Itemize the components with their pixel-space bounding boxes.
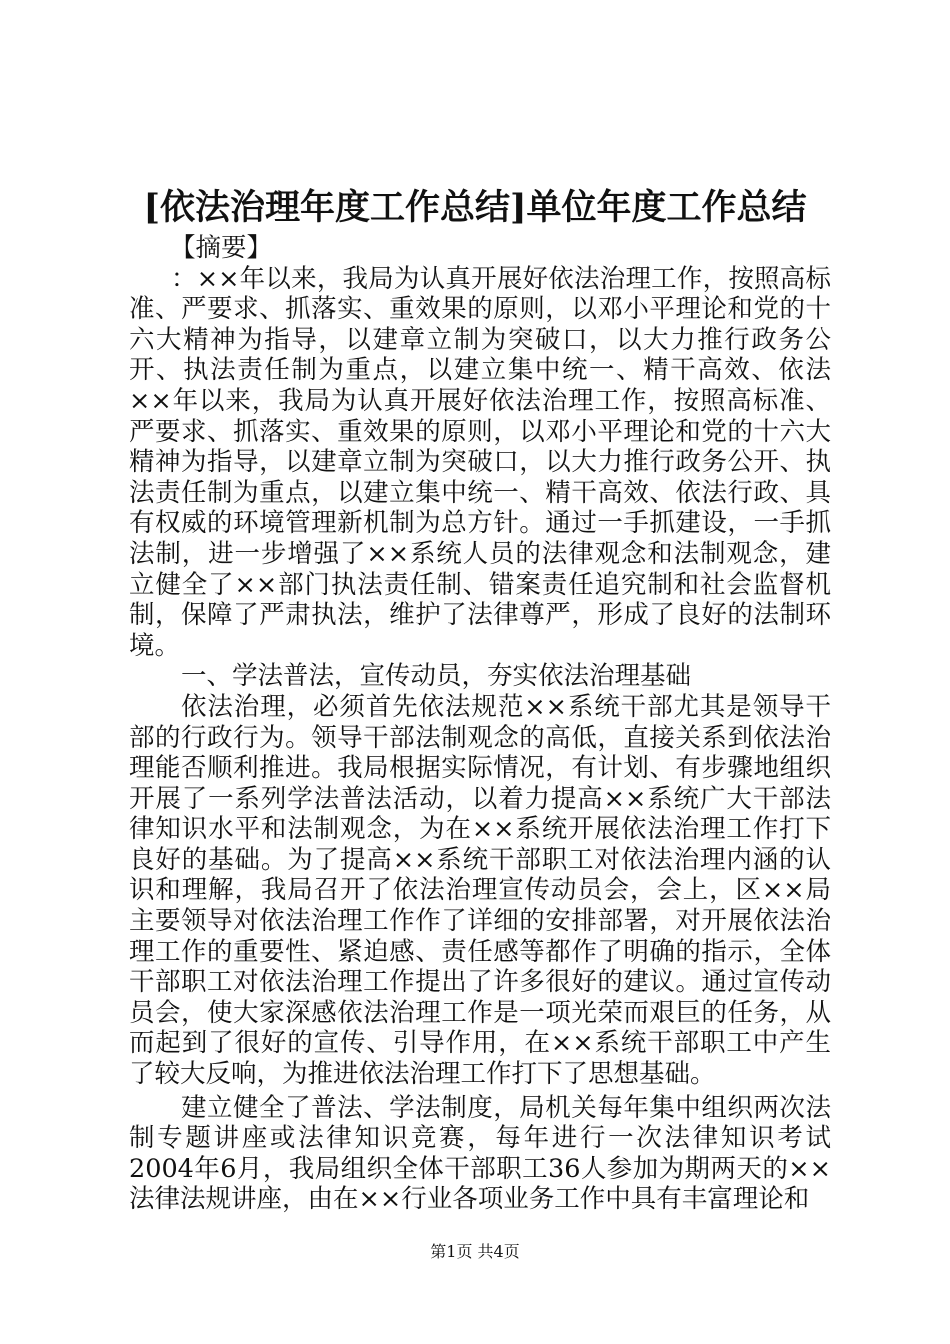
document-body xyxy=(129,233,831,1215)
abstract-label: 【摘要】 xyxy=(170,233,273,263)
section-heading: 一、学法普法，宣传动员，夯实依法治理基础 xyxy=(181,661,692,692)
abstract-paragraph: ：××年以来，我局为认真开展好依法治理工作，按照高标准、严要求、抓落实、重效果的原则，以邓小平理论和党的十六大精神为指导，以建章立制为突破口，以大力推行政务公开、执法责任制为重点，以建立集中统一、精干高效、依法××年以来，我局为认真开展好依法治理工作，按照高标准、严要求、抓落实、重效果的原则，以邓小平理论和党的十六大精神为指导，以建章立制为突破口，以大力推行政务公开、执法责任制为重点，以建立集中统一、精干高效、依法行政、具有权威的环境管理新机制为总方针。通过一手抓建设，一手抓法制，进一步增强了××系统人员的法律观念和法制观念，建立健全了××部门执法责任制、错案责任追究制和社会监督机制，保障了严肃执法，维护了法律尊严，形成了良好的法制环境。 xyxy=(129,263,831,661)
document-title: [依法治理年度工作总结]单位年度工作总结 xyxy=(143,187,807,228)
page-number: 第1页 共4页 xyxy=(430,1242,520,1261)
body-paragraph: 依法治理，必须首先依法规范××系统干部尤其是领导干部的行政行为。领导干部法制观念的高低，直接关系到依法治理能否顺利推进。我局根据实际情况，有计划、有步骤地组织开展了一系列学法普法活动，以着力提高××系统广大干部法律知识水平和法制观念，为在××系统开展依法治理工作打下良好的基础。为了提高××系统干部职工对依法治理内涵的认识和理解，我局召开了依法治理宣传动员会，会上，区××局主要领导对依法治理工作作了详细的安排部署，对开展依法治理工作的重要性、紧迫感、责任感等都作了明确的指示，全体干部职工对依法治理工作提出了许多很好的建议。通过宣传动员会，使大家深感依法治理工作是一项光荣而艰巨的任务，从而起到了很好的宣传、引导作用，在××系统干部职工中产生了较大反响，为推进依法治理工作打下了思想基础。 xyxy=(129,691,831,1090)
body-paragraph: 建立健全了普法、学法制度，局机关每年集中组织两次法制专题讲座或法律知识竞赛，每年进行一次法律知识考试2004年6月，我局组织全体干部职工36人参加为期两天的××法律法规讲座，由在××行业各项业务工作中具有丰富理论和 xyxy=(129,1092,831,1215)
